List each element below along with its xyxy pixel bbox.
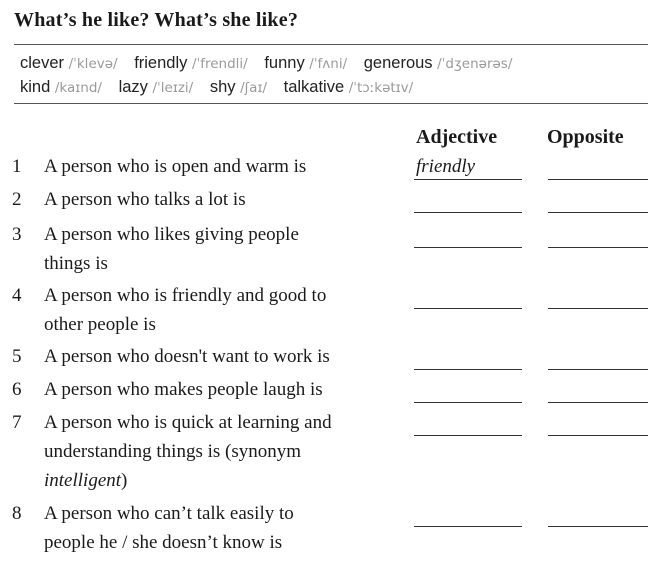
- word-text: generous: [363, 54, 433, 72]
- adjective-answer-field[interactable]: [414, 281, 522, 309]
- question-text-line: A person who can’t talk easily to: [44, 503, 294, 524]
- adjective-answer-field[interactable]: [414, 408, 522, 436]
- question-number: 4: [12, 285, 22, 306]
- opposite-answer-field[interactable]: [548, 281, 648, 309]
- word-item: [20, 76, 102, 100]
- word-ipa: /ˈleɪzi/: [152, 80, 194, 96]
- opposite-answer-field[interactable]: [548, 499, 648, 527]
- word-item: [119, 76, 194, 100]
- opposite-answer-field[interactable]: [548, 375, 648, 403]
- word-ipa: /ˈtɔːkətɪv/: [348, 80, 414, 96]
- opposite-answer-field[interactable]: [548, 185, 648, 213]
- word-text: lazy: [118, 78, 148, 96]
- word-ipa: /ʃaɪ/: [240, 80, 268, 96]
- word-ipa: /ˈfrendli/: [191, 56, 248, 72]
- question-text-line: people he / she doesn’t know is: [44, 532, 283, 553]
- question-number: 5: [12, 346, 22, 367]
- question-text: [44, 220, 404, 278]
- word-item: [20, 52, 118, 76]
- adjective-answer-field[interactable]: [414, 499, 522, 527]
- question-text-line: understanding things is (synonym: [44, 441, 302, 462]
- bottom-divider: [14, 103, 648, 104]
- question-text: A person who doesn't want to work is: [44, 346, 330, 367]
- question-text-suffix: ): [121, 470, 128, 491]
- question-text-line: other people is: [44, 314, 156, 335]
- top-divider: [14, 44, 648, 45]
- word-box: [20, 52, 645, 100]
- adjective-answer-field[interactable]: [414, 152, 522, 180]
- question-text-line: things is: [44, 253, 108, 274]
- question-text-line: A person who likes giving people: [44, 224, 299, 245]
- question-text-line: A person who is quick at learning and: [44, 412, 332, 433]
- word-ipa: /ˈklevə/: [68, 56, 118, 72]
- question-text-line: A person who is friendly and good to: [44, 285, 327, 306]
- word-line-1: [20, 52, 645, 76]
- question-number: 7: [12, 412, 22, 433]
- adjective-answer-field[interactable]: [414, 220, 522, 248]
- opposite-answer-field[interactable]: [548, 152, 648, 180]
- question-text: A person who makes people laugh is: [44, 379, 323, 400]
- adjective-answer-field[interactable]: [414, 342, 522, 370]
- adjective-answer-field[interactable]: [414, 185, 522, 213]
- question-number: 2: [12, 189, 22, 210]
- question-number: 1: [12, 156, 22, 177]
- question-text: [44, 408, 404, 495]
- adjective-column-header: Adjective: [416, 126, 498, 148]
- word-ipa: /ˈdʒenərəs/: [437, 56, 513, 72]
- question-number: 8: [12, 503, 22, 524]
- question-text: A person who talks a lot is: [44, 189, 246, 210]
- answer-text: friendly: [416, 156, 476, 177]
- opposite-answer-field[interactable]: [548, 342, 648, 370]
- word-text: kind: [20, 78, 51, 96]
- question-text: A person who is open and warm is: [44, 156, 307, 177]
- word-item: [284, 76, 414, 100]
- word-item: [364, 52, 513, 76]
- question-number: 6: [12, 379, 22, 400]
- opposite-column-header: Opposite: [547, 126, 624, 148]
- word-item: [210, 76, 267, 100]
- synonym-word: intelligent: [44, 470, 122, 491]
- adjective-answer-field[interactable]: [414, 375, 522, 403]
- word-text: shy: [209, 78, 236, 96]
- word-text: talkative: [283, 78, 345, 96]
- question-text: [44, 281, 404, 339]
- word-text: clever: [20, 54, 65, 72]
- word-item: [264, 52, 347, 76]
- word-ipa: /ˈfʌni/: [309, 56, 348, 72]
- word-line-2: [20, 76, 645, 100]
- word-item: [134, 52, 248, 76]
- word-ipa: /kaɪnd/: [54, 80, 102, 96]
- page-title: What’s he like? What’s she like?: [14, 9, 299, 31]
- word-text: funny: [264, 54, 305, 72]
- opposite-answer-field[interactable]: [548, 220, 648, 248]
- word-text: friendly: [134, 54, 188, 72]
- question-number: 3: [12, 224, 22, 245]
- opposite-answer-field[interactable]: [548, 408, 648, 436]
- question-text: [44, 499, 404, 557]
